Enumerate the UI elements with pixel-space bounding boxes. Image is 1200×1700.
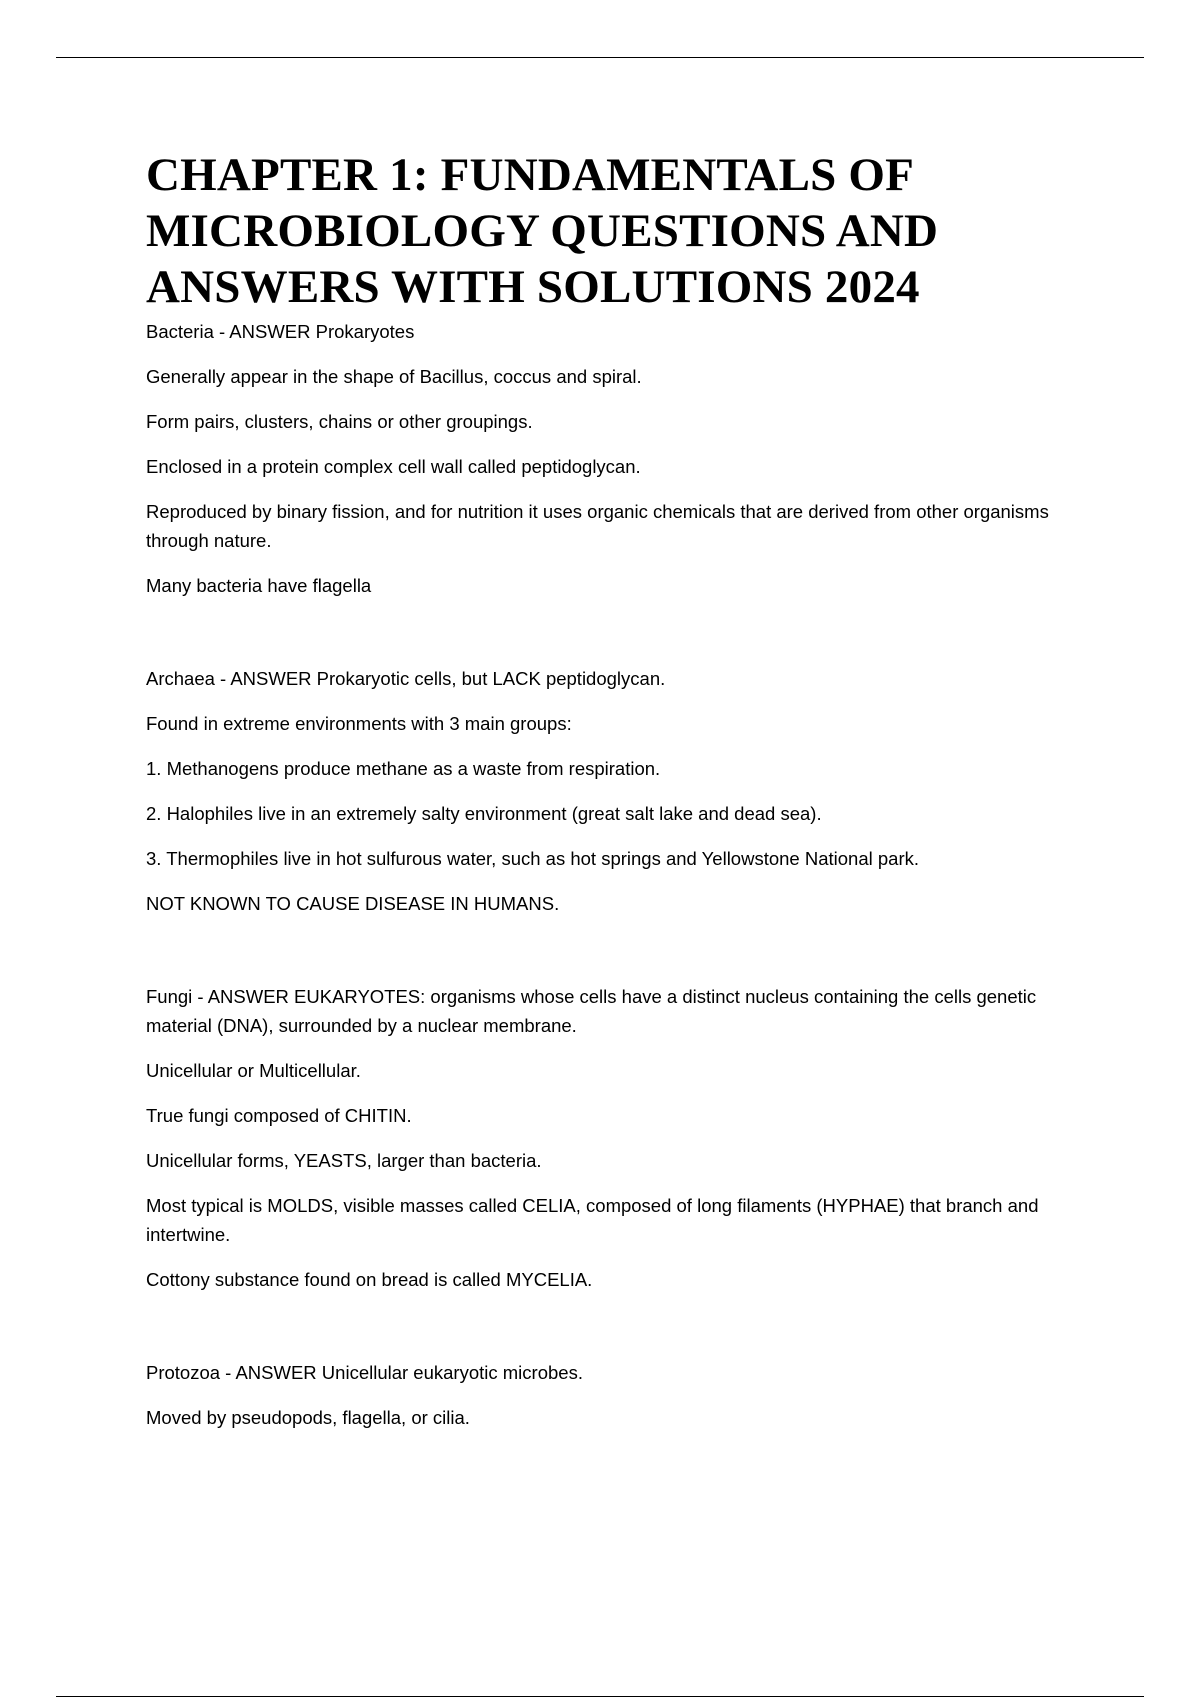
paragraph: Bacteria - ANSWER Prokaryotes <box>146 321 415 342</box>
paragraph: Cottony substance found on bread is called MYCELIA. <box>146 1269 593 1290</box>
paragraph: Reproduced by binary fission, and for nutrition it uses organic chemicals that are derived from other organisms through nature. <box>146 501 1049 551</box>
section-archaea <box>146 664 1106 918</box>
paragraph: 2. Halophiles live in an extremely salty environment (great salt lake and dead sea). <box>146 803 822 824</box>
paragraph: 3. Thermophiles live in hot sulfurous water, such as hot springs and Yellowstone National park. <box>146 848 919 869</box>
section-fungi <box>146 982 1106 1294</box>
paragraph: Protozoa - ANSWER Unicellular eukaryotic microbes. <box>146 1362 583 1383</box>
paragraph: 1. Methanogens produce methane as a waste from respiration. <box>146 758 661 779</box>
paragraph: Found in extreme environments with 3 main groups: <box>146 713 572 734</box>
paragraph: Archaea - ANSWER Prokaryotic cells, but LACK peptidoglycan. <box>146 668 666 689</box>
paragraph: Unicellular or Multicellular. <box>146 1060 361 1081</box>
paragraph: Most typical is MOLDS, visible masses called CELIA, composed of long filaments (HYPHAE) that branch and intertwine. <box>146 1195 1039 1245</box>
paragraph: NOT KNOWN TO CAUSE DISEASE IN HUMANS. <box>146 893 560 914</box>
paragraph: Moved by pseudopods, flagella, or cilia. <box>146 1407 470 1428</box>
paragraph: True fungi composed of CHITIN. <box>146 1105 412 1126</box>
paragraph: Form pairs, clusters, chains or other groupings. <box>146 411 533 432</box>
section-bacteria <box>146 317 1106 600</box>
document-body <box>146 147 1106 1448</box>
section-protozoa <box>146 1358 1106 1432</box>
paragraph: Enclosed in a protein complex cell wall called peptidoglycan. <box>146 456 641 477</box>
paragraph: Many bacteria have flagella <box>146 575 372 596</box>
document-title: CHAPTER 1: FUNDAMENTALS OF MICROBIOLOGY QUESTIONS AND ANSWERS WITH SOLUTIONS 2024 <box>146 149 939 313</box>
bottom-rule <box>56 1696 1144 1697</box>
paragraph: Generally appear in the shape of Bacillus, coccus and spiral. <box>146 366 642 387</box>
paragraph: Unicellular forms, YEASTS, larger than bacteria. <box>146 1150 542 1171</box>
paragraph: Fungi - ANSWER EUKARYOTES: organisms whose cells have a distinct nucleus containing the cells genetic material (DNA), surrounded by a nuclear membrane. <box>146 986 1037 1036</box>
top-rule <box>56 57 1144 58</box>
